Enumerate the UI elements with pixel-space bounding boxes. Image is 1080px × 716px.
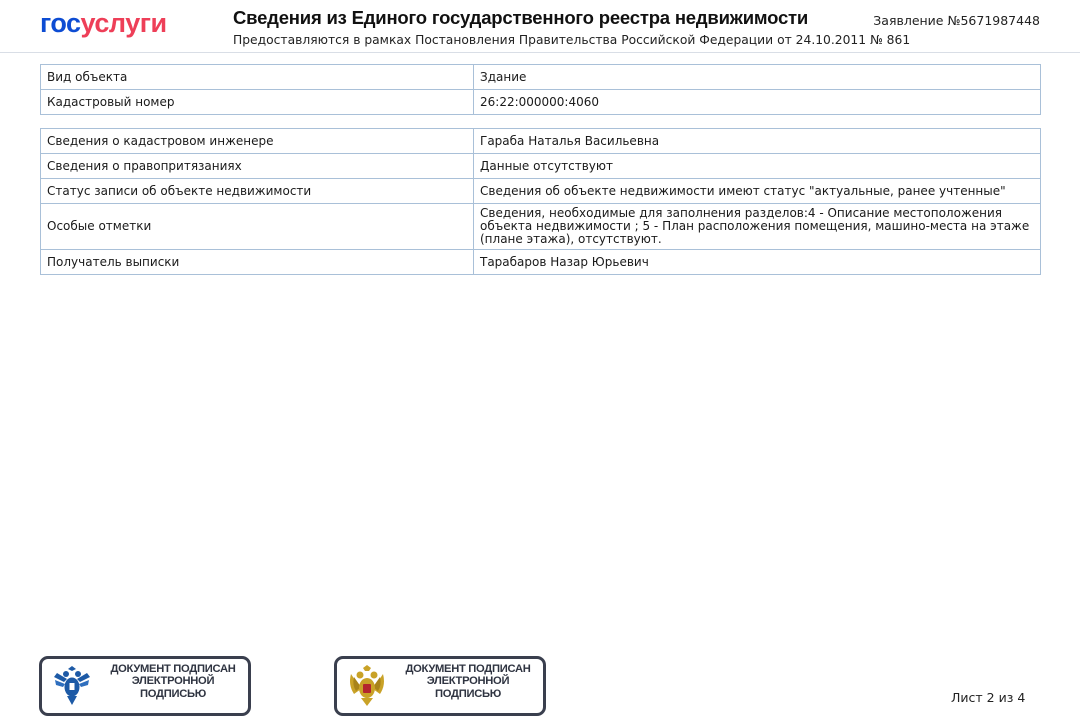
stamp-text: ДОКУМЕНТ ПОДПИСАН ЭЛЕКТРОННОЙ ПОДПИСЬЮ xyxy=(405,663,531,700)
row-value: Здание xyxy=(474,65,1041,90)
table-row xyxy=(41,204,1041,250)
table-row xyxy=(41,154,1041,179)
coat-of-arms-icon xyxy=(345,663,389,707)
row-value: Сведения об объекте недвижимости имеют статус "актуальные, ранее учтенные" xyxy=(474,179,1041,204)
table-row xyxy=(41,179,1041,204)
e-signature-stamp xyxy=(39,656,251,716)
document-title: Сведения из Единого государственного реестра недвижимости xyxy=(233,7,809,28)
row-label: Вид объекта xyxy=(41,65,474,90)
row-value: 26:22:000000:4060 xyxy=(474,90,1041,115)
row-value: Сведения, необходимые для заполнения разделов:4 - Описание местоположения объекта недвижимости ; 5 - План расположения помещения, машино-места на этаже (плане этажа), отсутствуют. xyxy=(474,204,1041,250)
row-value: Данные отсутствуют xyxy=(474,154,1041,179)
row-label: Статус записи об объекте недвижимости xyxy=(41,179,474,204)
row-value: Гараба Наталья Васильевна xyxy=(474,129,1041,154)
application-number: Заявление №5671987448 xyxy=(873,13,1040,28)
object-info-table xyxy=(40,64,1041,115)
row-label: Сведения о кадастровом инженере xyxy=(41,129,474,154)
table-row xyxy=(41,250,1041,275)
rosreestr-emblem-icon xyxy=(50,663,94,707)
table-row xyxy=(41,65,1041,90)
row-label: Особые отметки xyxy=(41,204,474,250)
table-row xyxy=(41,129,1041,154)
header xyxy=(0,0,1080,53)
document-subtitle: Предоставляются в рамках Постановления Правительства Российской Федерации от 24.10.2011 № 861 xyxy=(233,33,911,47)
table-row xyxy=(41,90,1041,115)
row-label: Сведения о правопритязаниях xyxy=(41,154,474,179)
page-number: Лист 2 из 4 xyxy=(951,690,1026,705)
gosuslugi-logo[interactable]: госуслуги xyxy=(40,8,167,38)
row-label: Получатель выписки xyxy=(41,250,474,275)
row-value: Тарабаров Назар Юрьевич xyxy=(474,250,1041,275)
e-signature-stamp xyxy=(334,656,546,716)
row-label: Кадастровый номер xyxy=(41,90,474,115)
record-details-table xyxy=(40,128,1041,275)
stamp-text: ДОКУМЕНТ ПОДПИСАН ЭЛЕКТРОННОЙ ПОДПИСЬЮ xyxy=(110,663,236,700)
